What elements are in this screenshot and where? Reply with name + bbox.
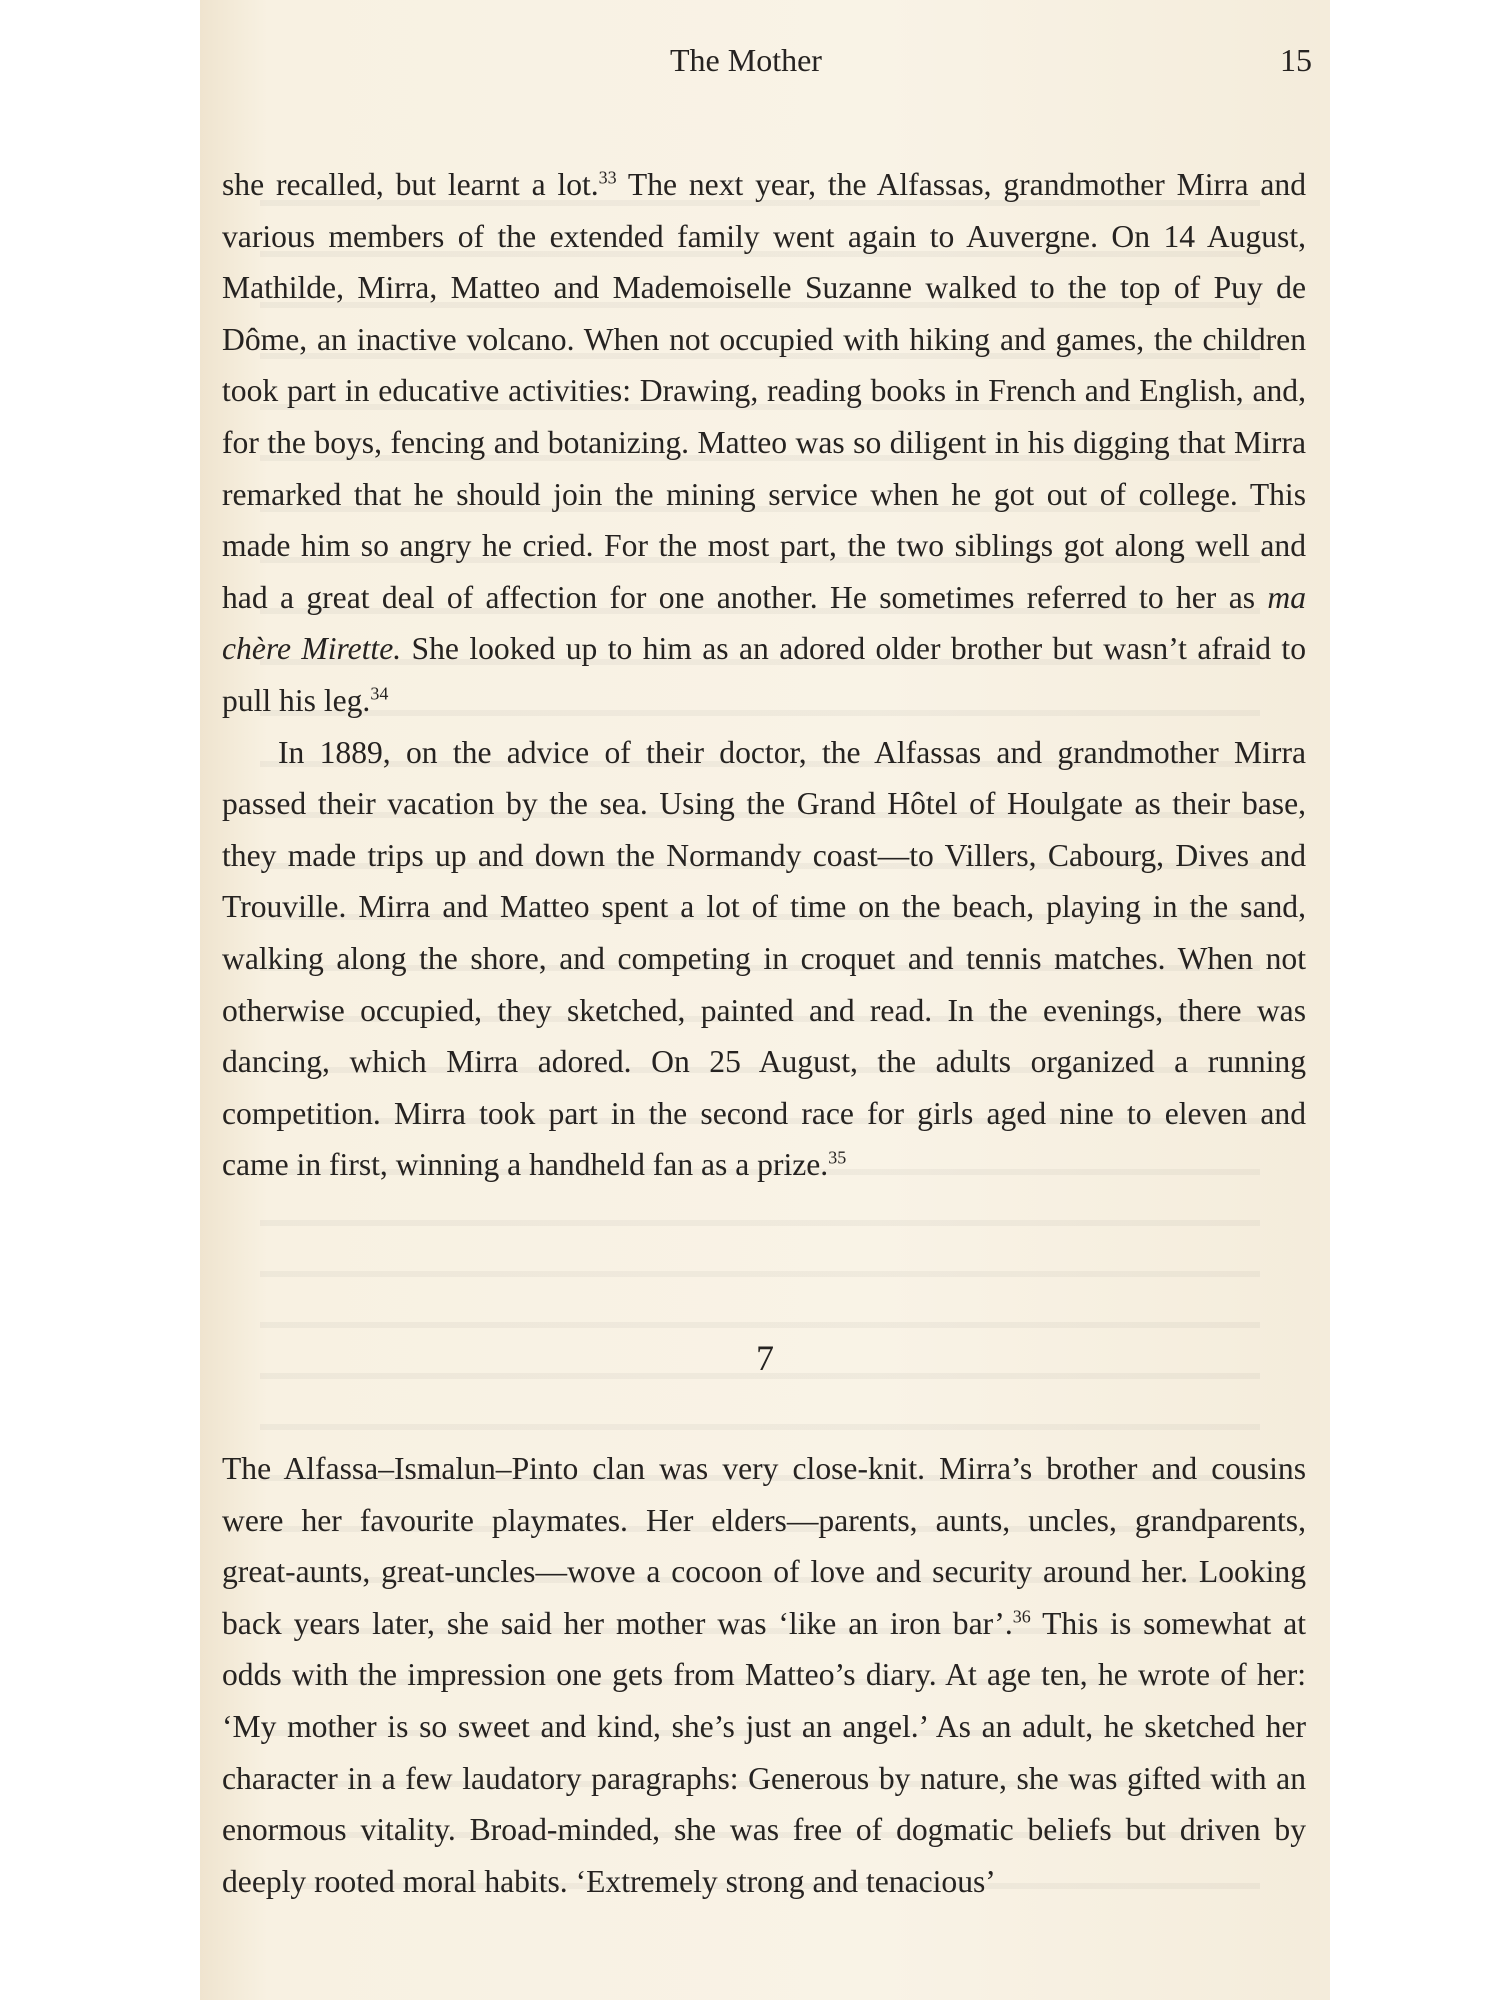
- section-number: 7: [756, 1338, 774, 1378]
- running-head: [200, 42, 1330, 82]
- paragraph-2-text: In 1889, on the advice of their doctor, the Alfassas and grandmother Mirra passed their vacation by the sea. Using the Grand Hôtel of Houlgate as their base, they made trips up and down the Normandy coast—to Villers, Cabourg, Dives and Trouville. Mirra and Matteo spent a lot of time on the beach, playing in the sand, walking along the shore, and competing in croquet and tennis matches. When not otherwise occupied, they sketched, painted and read. In the evenings, there was dancing, which Mirra adored. On 25 August, the adults organized a running competition. Mirra took part in the second race for girls aged nine to eleven and came in first, winning a handheld fan as a prize.: [222, 734, 1306, 1183]
- footnote-ref-34: 34: [370, 683, 389, 704]
- book-page: [200, 0, 1330, 2000]
- paragraph-1-text-c: She looked up to him as an adored older brother but wasn’t afraid to pull his leg.: [222, 631, 1306, 718]
- paragraph-1-italic: ma chère Mirette.: [222, 579, 1306, 667]
- paragraph-1: [222, 159, 1306, 727]
- paragraph-3-text-a: The Alfassa–Ismalun–Pinto clan was very close-knit. Mirra’s brother and cousins were her favourite playmates. Her elders—parents, aunts, uncles, grandparents, great-aunts, great-uncles—wove a cocoon of love and security around her. Looking back years later, she said her mother was ‘like an iron bar’.: [222, 1451, 1306, 1641]
- footnote-ref-33: 33: [598, 167, 617, 188]
- paragraph-3: [222, 1443, 1306, 1907]
- page-number: 15: [1280, 42, 1312, 78]
- running-title: The Mother: [670, 42, 822, 78]
- footnote-ref-35: 35: [828, 1147, 847, 1168]
- paragraph-1-text-a: she recalled, but learnt a lot.: [222, 167, 599, 202]
- paragraph-2: [222, 727, 1306, 1191]
- paragraph-3-text-b: This is somewhat at odds with the impression one gets from Matteo’s diary. At age ten, he wrote of her: ‘My mother is so sweet and kind, she’s just an angel.’ As an adult, he sketched her character in a few laudatory paragraphs: Generous by nature, she was gifted with an enormous vitality. Broad-minded, she was free of dogmatic beliefs but driven by deeply rooted moral habits. ‘Extremely strong and tenacious’: [222, 1605, 1307, 1899]
- section-7: [222, 1443, 1306, 1907]
- footnote-ref-36: 36: [1012, 1606, 1031, 1627]
- section-6-continuation: [222, 159, 1306, 1191]
- paragraph-1-text-b: The next year, the Alfassas, grandmother Mirra and various members of the extended family went again to Auvergne. On 14 August, Mathilde, Mirra, Matteo and Mademoiselle Suzanne walked to the top of Puy de Dôme, an inactive volcano. When not occupied with hiking and games, the children took part in educative activities: Drawing, reading books in French and English, and, for the boys, fencing and botanizing. Matteo was so diligent in his digging that Mirra remarked that he should join the mining service when he got out of college. This made him so angry he cried. For the most part, the two siblings got along well and had a great deal of affection for one another. He sometimes referred to her as: [222, 167, 1306, 615]
